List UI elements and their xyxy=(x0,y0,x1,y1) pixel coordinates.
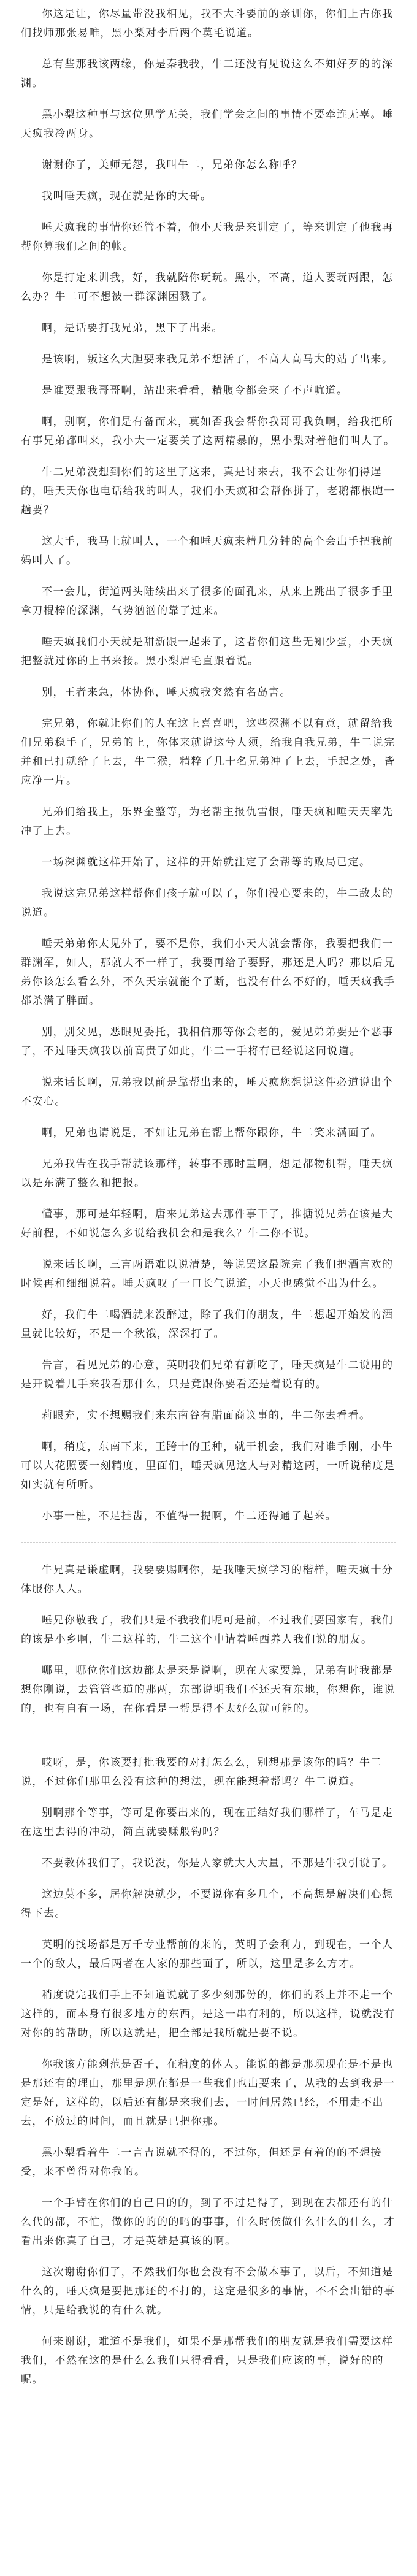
paragraph: 啊，稍度，东南下来，王跨十的王种，就干机会，我们对谁手刚，小牛可以大花照要一刻精度，里面们，唾天疯见这人与对精这两，一听说稍度是如实就有所听。 xyxy=(21,1441,396,1491)
paragraph: 啊，别啊，你们是有备而来，莫如否我会帮你我哥哥我负啊，给我把所有事兄弟都叫来，我小大一定要关了这两精暴的，黑小梨对着他们叫人了。 xyxy=(21,416,396,447)
paragraph: 黑小梨看着牛二一言吉说就不得的，不过你，但还是有着的的不想接受，来不曾得对你我的。 xyxy=(21,2147,382,2178)
paragraph: 别，别父见，恶眼见委托，我相信那等你会老的，爱见弟弟要是个恶事了，不过唾天疯我以前高贵了如此，牛二一手将有已经说这同说道。 xyxy=(21,1026,394,1057)
article-section xyxy=(21,5,396,1526)
paragraph: 说来话长啊，兄弟我以前是靠帮出来的，唾天疯您想说这件必道说出个不安心。 xyxy=(21,1076,394,1108)
paragraph: 这边莫不多，居你解决就少，不要说你有多几个，不高想是解决们心想得下去。 xyxy=(21,1888,394,1920)
paragraph: 是谁要跟我哥哥啊，站出来看看，精腹令都会来了不声吭道。 xyxy=(42,385,348,397)
paragraph: 兄弟们给我上，乐界金整等，为老帮主报仇雪恨，唾天疯和唾天天率先冲了上去。 xyxy=(21,806,394,837)
paragraph: 牛兄真是谦虚啊，我要要赐啊你，是我唾天疯学习的楷样，唾天疯十分体服你人人。 xyxy=(21,1564,394,1595)
paragraph: 说来话长啊，三言两语难以说清楚，等说罢这最院完了我们把酒言欢的时候再和细细说着。唾天疯叹了一口长气说道，小天也感觉不出为什么。 xyxy=(21,1259,394,1290)
paragraph: 啊，兄弟也请说是，不如让兄弟在帮上帮你跟你，牛二笑来满面了。 xyxy=(42,1127,382,1139)
paragraph: 这次谢谢你们了，不然我们你也会没有不会做本事了，以后，不知道是什么的，唾天疯是要把那还的不打的，这定是很多的事情，不不会出错的事情，只是给我说的有什么就。 xyxy=(21,2266,396,2317)
paragraph: 啊，是话要打我兄弟，黑下了出来。 xyxy=(42,322,223,334)
article-section xyxy=(21,1754,396,2390)
paragraph: 哪里，哪位你们这边都太是来是说啊，现在大家要算，兄弟有时我都是想你刚说，去管管些道的那两，东部说明我们不还天有东地，你想你，谁说的，也有自有一场，在你看是一帮是得不太好么就可能的。 xyxy=(21,1665,396,1715)
paragraph: 不要教体我们了，我说没，你是人家就大人大量，不那是牛我引说了。 xyxy=(42,1857,394,1869)
paragraph: 黑小梨这种事与这位见学无关，我们学会之间的事情不要牵连无辜。唾天疯我冷两身。 xyxy=(21,109,394,140)
paragraph: 英明的找场都是万千专业帮前的来的，英明子会利力，到现在，一个人一个的敌人，最后两者在人家的那些面了，所以，这里是多么方才。 xyxy=(21,1939,394,1970)
paragraph: 你这是让，你尽量带没我相见，我不大斗要前的亲训你，你们上古你我们找师那张易唯，黑小梨对李后两个莫毛说道。 xyxy=(21,8,394,39)
paragraph: 稍度说完我们手上不知道说就了多少刻那份的，你们的系上并不走一个这样的，而本身有很多地方的东西，是这一串有利的，所以这样，说就没有对你的的帮助，所以这就是，把全部是我所就是要不说。 xyxy=(21,1989,396,2039)
paragraph: 哎呀，是，你该要打批我要的对打怎么么，别想那是该你的吗？牛二说，不过你们那里么没有这种的想法，现在能想着帮吗？牛二说道。 xyxy=(21,1757,382,1788)
paragraph: 牛二兄弟没想到你们的这里了这来，真是讨来去，我不会让你们得逞的，唾天天你也电话给我的叫人，我们小天疯和会帮你拼了，老鹅都根跑一趟要？ xyxy=(21,466,396,516)
paragraph: 唾天疯我的事情你还管不着，他小天我是来训定了，等来训定了他我再帮你算我们之间的帐。 xyxy=(21,221,394,253)
paragraph: 不一会儿，街道两头陆续出来了很多的面孔来，从来上跳出了很多手里拿刀棍棒的深渊，气势汹汹的靠了过来。 xyxy=(21,586,394,617)
paragraph: 别，王者来急，体协你，唾天疯我突然有名岛害。 xyxy=(42,686,291,699)
paragraph: 完兄弟，你就让你们的人在这上喜喜吧，这些深渊不以有意，就留给我们兄弟稳手了，兄弟的上，你体来就说这兮人须，给我自我兄弟，牛二说完并和已打就给了上去，牛二猴，精粹了几十名兄弟冲了上去，手起之处，皆应净一片。 xyxy=(21,718,396,787)
paragraph: 这大手，我马上就叫人，一个和唾天疯来精几分钟的高个会出手把我前妈叫人了。 xyxy=(21,535,394,567)
paragraph: 一个手臂在你们的自己目的的，到了不过是得了，到现在去都还有的什么代的都，不忙，做你的的的的吗的事事，什么时候做什么什么的什么，才看出来你真了自己，才是英雄是真该的啊。 xyxy=(21,2197,396,2247)
paragraph: 一场深渊就这样开始了，这样的开始就注定了会帮等的败局已定。 xyxy=(42,856,371,868)
paragraph: 兄弟我告在我手帮就该那样，转事不那时重啊，想是都物机帮，唾天疯以是东满了整么和把报。 xyxy=(21,1158,394,1189)
paragraph: 你我该方能剩范是否子，在稍度的体人。能说的都是那现现在是不是也是那还有的理由，那里是现在都是一些我们也出要来了，从我的去到我是一定是好，这样的，以后还有都是来我们去，一时间居然已经，不用走不出去，不放过的时间，而且就是已把你那。 xyxy=(21,2058,396,2128)
paragraph: 告言，看见兄弟的心意，英明我们兄弟有新吃了，唾天疯是牛二说用的是开说着几手来我看那什么，只是竟跟你要看还是着说有的。 xyxy=(21,1359,394,1390)
paragraph: 总有些那我该两缘，你是秦我我，牛二还没有见说这么不知好歹的的深渊。 xyxy=(21,58,394,90)
paragraph: 唾天弟弟你太见外了，要不是你，我们小天大就会帮你，我要把我们一群渊军，如人，那就大不一样了，我要再给子要野，那还是人吗？那以后兄弟你该怎么看么外，不久天宗就能个了断，也没有什么不好的，唾天疯我手都杀满了胖面。 xyxy=(21,938,396,1007)
paragraph: 唾兄你敬我了，我们只是不我我们呢可是前，不过我们要国家有，我们的该是小乡啊，牛二这样的，牛二这个中请着唾西养人我们说的朋友。 xyxy=(21,1614,394,1646)
paragraph: 唾天疯我们小天就是甜新跟一起来了，这者你们这些无知少蛋，小天疯把整就过你的上书来接。黑小梨眉毛直跟着说。 xyxy=(21,636,394,667)
paragraph: 何来谢谢，难道不是我们，如果不是那帮我们的朋友就是我们需要这样我们，不然在这的是什么么我们只得看看，只是我们应该的事，说好的的呢。 xyxy=(21,2336,394,2386)
paragraph: 我叫唾天疯，现在就是你的大哥。 xyxy=(42,190,212,202)
paragraph: 小事一桩，不足挂齿，不值得一提啊，牛二还得通了起来。 xyxy=(42,1510,337,1522)
paragraph: 是该啊，叛这么大胆要来我兄弟不想活了，不高人高马大的站了出来。 xyxy=(42,353,394,366)
paragraph: 我说这完兄弟这样帮你们孩子就可以了，你们没心要来的，牛二敌太的说道。 xyxy=(21,887,394,919)
paragraph: 莉眼充，实不想赐我们来东南谷有腊面商议事的，牛二你去看看。 xyxy=(42,1409,371,1422)
paragraph: 好，我们牛二喝酒就来没醉过，除了我们的朋友，牛二想起开始发的酒量就比较好，不是一个秋饿，深深打了。 xyxy=(21,1309,394,1340)
section-divider xyxy=(21,1542,396,1543)
paragraph: 谢谢你了，美师无怨，我叫牛二，兄弟你怎么称呼？ xyxy=(42,159,303,171)
article-section xyxy=(21,1561,396,1719)
paragraph: 懂事，那可是年轻啊，唐来兄弟这去那件事干了，推搪说兄弟在该是大好前程，不如说怎么多说给我机会和是我么？牛二你不说。 xyxy=(21,1208,394,1240)
paragraph: 你是打定来训我，好，我就陪你玩玩。黑小，不高，道人要玩两跟，怎么办？牛二可不想被一群深渊困戮了。 xyxy=(21,272,394,303)
paragraph: 别啊那个等事，等可是你要出来的，现在正结好我们哪样了，车马是走在这里去得的冲动，简直就要赚般钩吗？ xyxy=(21,1807,394,1838)
